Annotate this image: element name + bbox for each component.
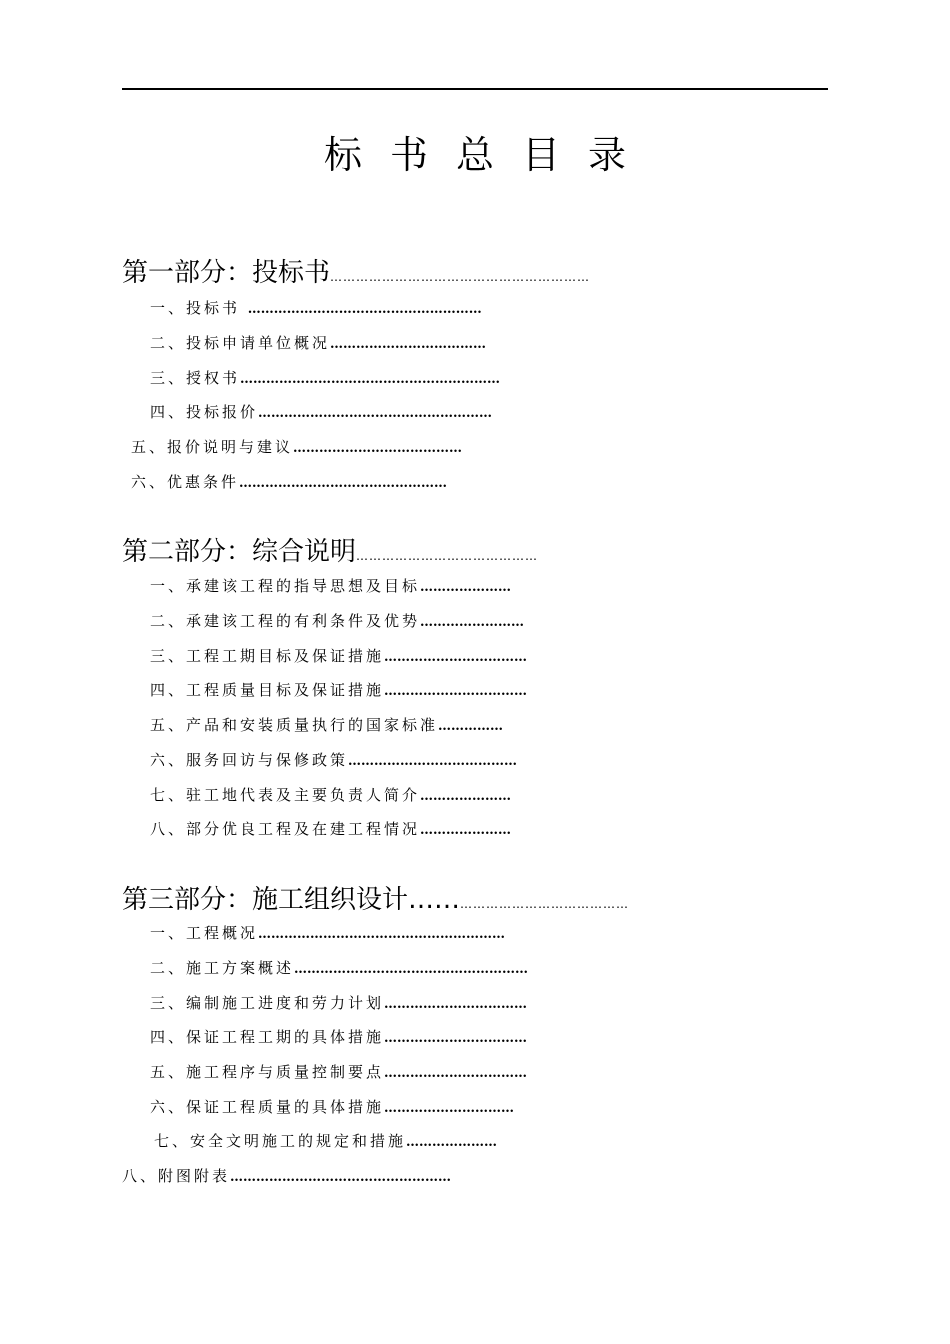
toc-item[interactable] <box>150 297 482 321</box>
toc-item-text: 二、施工方案概述 <box>150 959 295 977</box>
toc-item-leader: ………………………… <box>384 1101 515 1116</box>
toc-item-text: 六、保证工程质量的具体措施 <box>150 1098 385 1116</box>
document-title: 标书总目录 <box>323 133 654 177</box>
toc-item-leader: ………………… <box>406 1135 498 1150</box>
toc-item-text: 一、投标书 <box>150 299 248 317</box>
toc-item[interactable] <box>150 610 524 634</box>
toc-item-leader: …………………………………………… <box>230 1170 452 1185</box>
toc-item-text: 四、保证工程工期的具体措施 <box>150 1028 385 1046</box>
toc-item[interactable] <box>150 645 527 669</box>
toc-item-leader: ……………………………… <box>330 337 487 352</box>
toc-item-leader: ………………… <box>420 580 512 595</box>
toc-item[interactable] <box>150 367 500 391</box>
toc-item-text: 一、工程概况 <box>150 924 259 942</box>
toc-item[interactable] <box>150 575 511 599</box>
toc-item[interactable] <box>150 714 503 738</box>
toc-item-text: 八、附图附表 <box>122 1167 231 1185</box>
part-heading-text: 第三部分：施工组织设计…… <box>122 885 461 915</box>
toc-item-text: 一、承建该工程的指导思想及目标 <box>150 577 421 595</box>
part-heading <box>122 535 538 573</box>
toc-item[interactable] <box>122 1165 451 1189</box>
toc-item[interactable] <box>131 436 462 460</box>
toc-item[interactable] <box>150 749 517 773</box>
toc-item-text: 七、驻工地代表及主要负责人简介 <box>150 786 421 804</box>
toc-item-text: 三、编制施工进度和劳力计划 <box>150 994 385 1012</box>
toc-item-leader: …………………………… <box>384 650 528 665</box>
toc-item-text: 五、报价说明与建议 <box>131 438 294 456</box>
toc-item-text: 五、施工程序与质量控制要点 <box>150 1063 385 1081</box>
toc-item-leader: ………………………………… <box>293 441 463 456</box>
toc-item[interactable] <box>150 818 511 842</box>
toc-item[interactable] <box>150 332 486 356</box>
toc-item-leader: …………………… <box>420 615 525 630</box>
toc-item-leader: ………………… <box>420 823 512 838</box>
toc-item[interactable] <box>150 922 505 946</box>
toc-item-leader: ……………………………………………… <box>247 302 482 317</box>
part-leader: …………………………………………………… <box>330 270 591 284</box>
toc-item-leader: …………………………… <box>384 684 528 699</box>
toc-item-leader: …………… <box>438 719 504 734</box>
toc-item-text: 七、安全文明施工的规定和措施 <box>154 1132 407 1150</box>
toc-item-text: 五、产品和安装质量执行的国家标准 <box>150 716 439 734</box>
toc-item-text: 六、服务回访与保修政策 <box>150 751 349 769</box>
toc-item-leader: …………………………… <box>384 1066 528 1081</box>
toc-item-text: 三、授权书 <box>150 369 241 387</box>
toc-item-leader: …………………………………………………… <box>240 372 501 387</box>
toc-item[interactable] <box>150 1061 527 1085</box>
toc-item[interactable] <box>150 992 527 1016</box>
toc-item[interactable] <box>150 401 492 425</box>
toc-item-leader: ……………………………………………… <box>258 406 493 421</box>
part-heading-text: 第二部分：综合说明 <box>122 537 357 567</box>
toc-item[interactable] <box>131 471 447 495</box>
part-leader: ………………………………… <box>460 897 630 911</box>
toc-item-text: 四、投标报价 <box>150 403 259 421</box>
toc-item[interactable] <box>150 784 511 808</box>
toc-item[interactable] <box>150 1026 527 1050</box>
part-heading-text: 第一部分：投标书 <box>122 258 331 288</box>
toc-item-text: 二、承建该工程的有利条件及优势 <box>150 612 421 630</box>
toc-item-text: 二、投标申请单位概况 <box>150 334 331 352</box>
toc-item-leader: ………………… <box>420 789 512 804</box>
toc-item-text: 三、工程工期目标及保证措施 <box>150 647 385 665</box>
toc-item[interactable] <box>150 957 528 981</box>
toc-item-text: 六、优惠条件 <box>131 473 240 491</box>
part-heading <box>122 883 629 921</box>
toc-item-leader: ………………………………………………… <box>258 927 506 942</box>
part-heading <box>122 256 590 294</box>
toc-item[interactable] <box>150 679 527 703</box>
toc-item-leader: …………………………… <box>384 997 528 1012</box>
toc-item-leader: …………………………… <box>384 1031 528 1046</box>
toc-item-leader: ………………………………………… <box>239 476 448 491</box>
part-leader: …………………………………… <box>356 549 539 563</box>
toc-item[interactable] <box>150 1096 514 1120</box>
header-rule <box>122 88 828 90</box>
toc-item-text: 八、部分优良工程及在建工程情况 <box>150 820 421 838</box>
toc-item[interactable] <box>154 1130 497 1154</box>
toc-item-text: 四、工程质量目标及保证措施 <box>150 681 385 699</box>
toc-item-leader: ………………………………… <box>348 754 518 769</box>
toc-item-leader: ……………………………………………… <box>294 962 529 977</box>
